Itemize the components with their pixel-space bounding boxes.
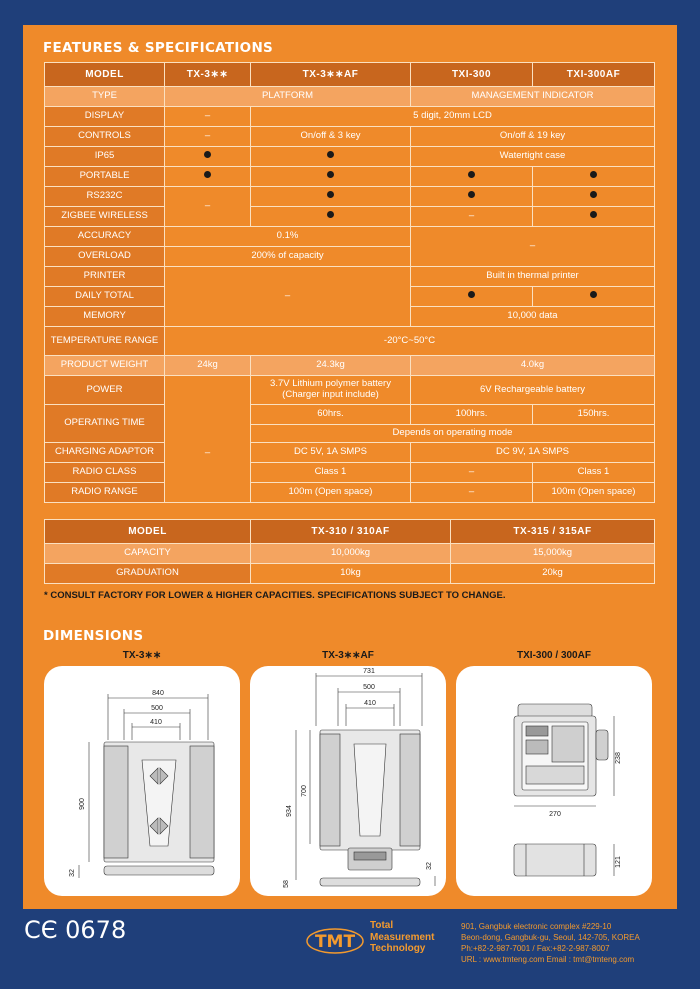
label-radio-class: RADIO CLASS (45, 463, 165, 483)
dim-121: 121 (615, 856, 622, 868)
operating-block-tx3: – (165, 405, 251, 503)
header-txi300: TXI-300 (411, 63, 533, 87)
weight-tx3: 24kg (165, 356, 251, 376)
weight-af: 24.3kg (251, 356, 411, 376)
label-daily-total: DAILY TOTAL (45, 287, 165, 307)
company-line-1: Total (370, 920, 394, 931)
overload-value: 200% of capacity (165, 247, 411, 267)
radio-class-txi300: – (411, 463, 533, 483)
power-af: 3.7V Lithium polymer battery (Charger input include) (251, 376, 411, 405)
label-zigbee: ZIGBEE WIRELESS (45, 207, 165, 227)
label-rs232c: RS232C (45, 187, 165, 207)
header-tx3af: TX-3∗∗AF (251, 63, 411, 87)
graduation-310: 10kg (251, 564, 451, 584)
row-printer (45, 267, 655, 287)
header-tx3: TX-3∗∗ (165, 63, 251, 87)
dim-840: 840 (152, 690, 164, 697)
dim-32: 32 (426, 862, 433, 870)
dim-270: 270 (549, 811, 561, 818)
graduation-315: 20kg (451, 564, 655, 584)
dot-icon (204, 171, 211, 178)
dim-card-txi300 (456, 666, 652, 896)
accuracy-value: 0.1% (165, 227, 411, 247)
cap-header-model: MODEL (45, 520, 251, 544)
row-weight (45, 356, 655, 376)
dot-icon (590, 291, 597, 298)
dot-icon (590, 171, 597, 178)
controls-txi: On/off & 19 key (411, 127, 655, 147)
row-controls (45, 127, 655, 147)
company-line-3: Technology (370, 943, 426, 954)
ip65-txi: Watertight case (411, 147, 655, 167)
dim-934: 934 (286, 805, 293, 817)
dot-icon (468, 291, 475, 298)
dim-label-tx3: TX-3∗∗ (122, 650, 162, 661)
row-rs232c (45, 187, 655, 207)
label-portable: PORTABLE (45, 167, 165, 187)
memory-txi: 10,000 data (411, 307, 655, 327)
label-weight: PRODUCT WEIGHT (45, 356, 165, 376)
address-url-email: URL : www.tmteng.com Email : tmt@tmteng.com (461, 955, 635, 964)
printer-block-tx: – (165, 267, 411, 327)
label-memory: MEMORY (45, 307, 165, 327)
tx3af-drawing (250, 666, 446, 896)
label-capacity: CAPACITY (45, 544, 251, 564)
dim-900: 900 (79, 798, 86, 810)
address-line-1: 901, Gangbuk electronic complex #229-10 (461, 922, 612, 931)
row-operating-time (45, 405, 655, 425)
dot-icon (204, 151, 211, 158)
row-ip65 (45, 147, 655, 167)
dot-icon (327, 151, 334, 158)
company-address (461, 921, 640, 965)
operating-txi300: 100hrs. (411, 405, 533, 425)
spec-panel (23, 25, 677, 909)
label-printer: PRINTER (45, 267, 165, 287)
controls-tx3: – (165, 127, 251, 147)
temperature-value: -20°C~50°C (165, 327, 655, 356)
row-accuracy (45, 227, 655, 247)
row-radio-class (45, 463, 655, 483)
dim-500: 500 (151, 705, 163, 712)
label-radio-range: RADIO RANGE (45, 483, 165, 503)
label-display: DISPLAY (45, 107, 165, 127)
radio-range-af: 100m (Open space) (251, 483, 411, 503)
label-accuracy: ACCURACY (45, 227, 165, 247)
operating-txi300af: 150hrs. (533, 405, 655, 425)
label-graduation: GRADUATION (45, 564, 251, 584)
spec-table (44, 62, 655, 503)
dot-icon (327, 211, 334, 218)
radio-class-af: Class 1 (251, 463, 411, 483)
address-line-2: Beon-dong, Gangbuk-gu, Seoul, 142-705, KOREA (461, 933, 640, 942)
address-phone: Ph:+82-2-987-7001 / Fax:+82-2-987-8007 (461, 944, 610, 953)
capacity-header-row (45, 520, 655, 544)
rs232c-zigbee-tx3: – (165, 187, 251, 227)
dot-icon (468, 191, 475, 198)
company-line-2: Measurement (370, 931, 435, 943)
capacity-table (44, 519, 655, 584)
row-type (45, 87, 655, 107)
controls-af: On/off & 3 key (251, 127, 411, 147)
txi300-drawing (456, 666, 652, 896)
row-charging (45, 443, 655, 463)
dim-58: 58 (283, 880, 290, 888)
cap-header-315: TX-315 / 315AF (451, 520, 655, 544)
dot-icon (468, 171, 475, 178)
row-temperature (45, 327, 655, 356)
zigbee-txi300: – (411, 207, 533, 227)
display-tx3: – (165, 107, 251, 127)
dim-238: 238 (615, 752, 622, 764)
dot-icon (590, 191, 597, 198)
power-txi: 6V Rechargeable battery (411, 376, 655, 405)
accuracy-overload-txi: – (411, 227, 655, 267)
header-txi300af: TXI-300AF (533, 63, 655, 87)
spec-header-row (45, 63, 655, 87)
label-ip65: IP65 (45, 147, 165, 167)
radio-range-txi300: – (411, 483, 533, 503)
dimensions-title: DIMENSIONS (43, 628, 144, 644)
operating-af: 60hrs. (251, 405, 411, 425)
tx3-drawing (44, 666, 240, 896)
dim-731: 731 (363, 668, 375, 675)
dim-32: 32 (69, 869, 76, 877)
dot-icon (590, 211, 597, 218)
dot-icon (327, 191, 334, 198)
row-graduation (45, 564, 655, 584)
label-controls: CONTROLS (45, 127, 165, 147)
row-portable (45, 167, 655, 187)
dim-label-tx3af: TX-3∗∗AF (322, 650, 374, 661)
dim-500: 500 (363, 684, 375, 691)
type-management: MANAGEMENT INDICATOR (411, 87, 655, 107)
row-power (45, 376, 655, 405)
label-power: POWER (45, 376, 165, 405)
capacity-315: 15,000kg (451, 544, 655, 564)
operating-note: Depends on operating mode (251, 425, 655, 443)
header-model: MODEL (45, 63, 165, 87)
dim-card-tx3af (250, 666, 446, 896)
type-platform: PLATFORM (165, 87, 411, 107)
label-charging: CHARGING ADAPTOR (45, 443, 165, 463)
dim-410: 410 (364, 700, 376, 707)
label-overload: OVERLOAD (45, 247, 165, 267)
weight-txi: 4.0kg (411, 356, 655, 376)
label-operating-time: OPERATING TIME (45, 405, 165, 443)
label-temperature: TEMPERATURE RANGE (45, 327, 165, 356)
features-title: FEATURES & SPECIFICATIONS (43, 40, 274, 56)
row-capacity (45, 544, 655, 564)
cap-header-310: TX-310 / 310AF (251, 520, 451, 544)
logo-text: TMT (314, 932, 356, 952)
dim-410: 410 (150, 719, 162, 726)
dim-700: 700 (301, 785, 308, 797)
tmt-logo (305, 924, 365, 958)
radio-class-txi300af: Class 1 (533, 463, 655, 483)
row-display (45, 107, 655, 127)
radio-range-txi300af: 100m (Open space) (533, 483, 655, 503)
display-value: 5 digit, 20mm LCD (251, 107, 655, 127)
row-zigbee (45, 207, 655, 227)
charging-txi: DC 9V, 1A SMPS (411, 443, 655, 463)
dot-icon (327, 171, 334, 178)
charging-af: DC 5V, 1A SMPS (251, 443, 411, 463)
capacity-310: 10,000kg (251, 544, 451, 564)
footnote: * CONSULT FACTORY FOR LOWER & HIGHER CAPACITIES. SPECIFICATIONS SUBJECT TO CHANGE. (44, 590, 506, 601)
ce-mark: CЄ 0678 (24, 916, 127, 944)
printer-txi: Built in thermal printer (411, 267, 655, 287)
dim-card-tx3 (44, 666, 240, 896)
company-name (370, 920, 434, 955)
label-type: TYPE (45, 87, 165, 107)
row-radio-range (45, 483, 655, 503)
dim-label-txi300: TXI-300 / 300AF (517, 650, 591, 661)
